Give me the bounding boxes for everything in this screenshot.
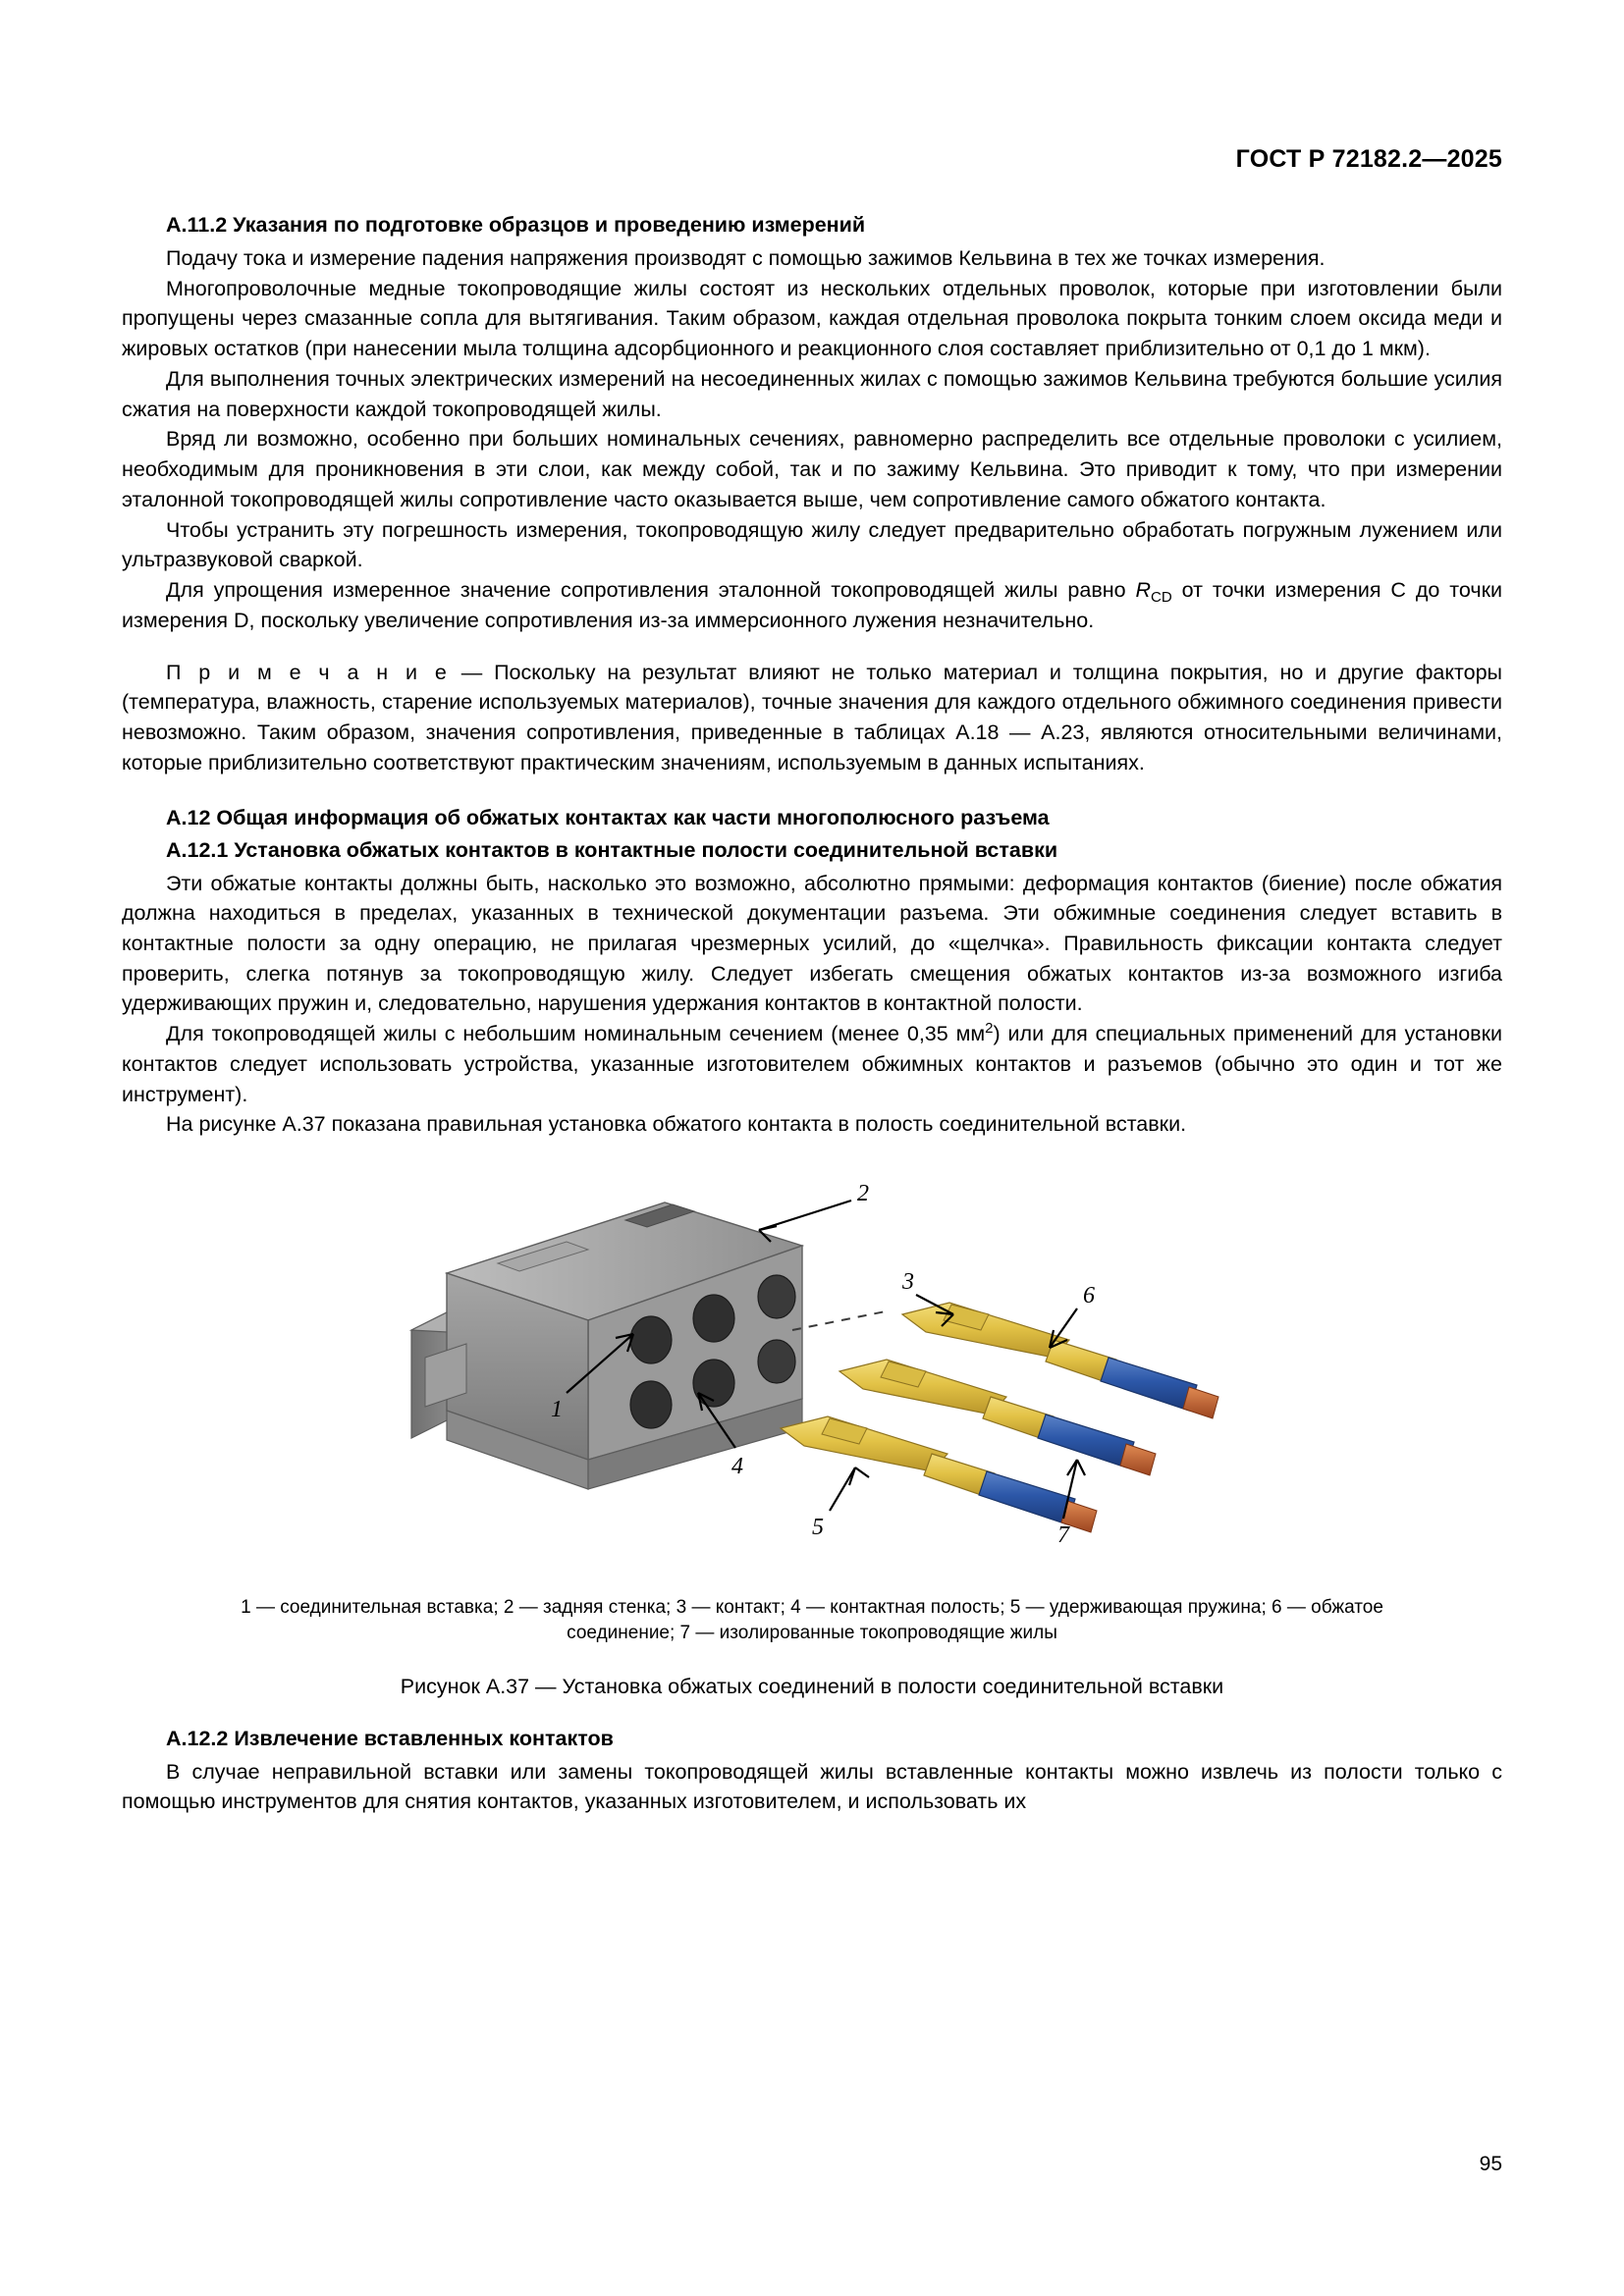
- callout-2: 2: [857, 1181, 869, 1207]
- paragraph-a1122-1: В случае неправильной вставки или замены токопроводящей жилы вставленные контакты можно извлечь из полости только с помощью инструментов для снятия контактов, указанных изготовителем, и использовать их: [122, 1759, 1502, 1814]
- connector-housing: [411, 1202, 802, 1489]
- callout-1: 1: [551, 1397, 563, 1423]
- note-label: П р и м е ч а н и е: [166, 660, 450, 684]
- figure-a37-image: [122, 1165, 1502, 1577]
- paragraph-a1120-2: Многопроволочные медные токопроводящие жилы состоят из нескольких отдельных проволок, которые при изготовлении были пропущены через смазанные сопла для вытягивания. Таким образом, каждая отдельная проволока покрыта тонким слоем оксида меди и жировых остатков (при нанесении мыла толщина адсорбционного и реакционного слоя составляет приблизительно от 0,1 до 1 мкм).: [122, 276, 1502, 361]
- paragraph-a1120-5: Чтобы устранить эту погрешность измерения, токопроводящую жилу следует предварительно обработать погружным лужением или ультразвуковой сваркой.: [122, 517, 1502, 572]
- note-block: [122, 658, 1502, 778]
- paragraph-a1121-2: [122, 1019, 1502, 1109]
- heading-a-11-2: А.11.2 Указания по подготовке образцов и проведению измерений: [166, 213, 866, 237]
- paragraph-a1121-1: Эти обжатые контакты должны быть, насколько это возможно, абсолютно прямыми: деформация контактов (биение) после обжатия должна находиться в пределах, указанных в технической документации разъема. Эти обжимные соединения следует вставить в контактные полости за одну операцию, не прилагая чрезмерных усилий, до «щелчка». Правильность фиксации контакта следует проверить, слегка потянув за токопроводящую жилу. Следует избегать смещения обжатых контактов из-за возможного изгиба удерживающих пружин и, следовательно, нарушения удержания контактов в контактной полости.: [122, 871, 1502, 1016]
- paragraph-a1120-6: [122, 575, 1502, 635]
- paragraph-a1120-6-part1: Для упрощения измеренное значение сопротивления эталонной токопроводящей жилы равно: [166, 578, 1136, 603]
- heading-a-12: А.12 Общая информация об обжатых контактах как части многополюсного разъема: [166, 805, 1050, 829]
- heading-a-12-1: А.12.1 Установка обжатых контактов в контактные полости соединительной вставки: [166, 837, 1058, 862]
- paragraph-a1120-1: Подачу тока и измерение падения напряжения производят с помощью зажимов Кельвина в тех же точках измерения.: [166, 246, 1326, 271]
- paragraph-a1120-6-part2: от точки измерения С до точки измерения D, поскольку увеличение сопротивления из-за иммерсионного лужения незначительно.: [122, 578, 1502, 632]
- note-text: — Поскольку на результат влияют не только материал и толщина покрытия, но и другие факторы (температура, влажность, старение используемых материалов), точные значения для каждого отдельного обжимного соединения привести невозможно. Таким образом, значения сопротивления, приведенные в таблицах А.18 — А.23, являются относительными величинами, которые приблизительно соответствуют практическим значениям, используемым в данных испытаниях.: [122, 660, 1502, 774]
- callout-4: 4: [731, 1454, 743, 1480]
- insertion-path-dashed: [792, 1310, 891, 1330]
- figure-a37: [122, 1165, 1502, 1698]
- page-number: 95: [1479, 2153, 1502, 2175]
- figure-legend-line-1: 1 — соединительная вставка; 2 — задняя стенка; 3 — контакт; 4 — контактная полость; 5 — удерживающая пружина; 6 — обжатое: [241, 1597, 1383, 1619]
- paragraph-a1121-2-part2: ) или для специальных применений для установки контактов следует использовать устройства, указанные изготовителем обжимных контактов и разъемов (обычно это один и тот же инструмент).: [122, 1022, 1502, 1106]
- figure-legend: [122, 1595, 1502, 1646]
- callout-5: 5: [812, 1515, 824, 1541]
- unit-exponent: 2: [985, 1020, 994, 1038]
- symbol-resistance-subscript: CD: [1151, 589, 1172, 607]
- connector-illustration: [203, 1165, 1421, 1577]
- page-header-standard: ГОСТ Р 72182.2—2025: [1235, 145, 1502, 173]
- callout-3: 3: [902, 1269, 914, 1296]
- callout-6: 6: [1083, 1283, 1095, 1309]
- page-content: [122, 211, 1502, 1817]
- paragraph-a1121-2-part1: Для токопроводящей жилы с небольшим номинальным сечением (менее 0,35 мм: [166, 1022, 986, 1046]
- figure-title: Рисунок А.37 — Установка обжатых соединений в полости соединительной вставки: [400, 1674, 1224, 1698]
- callout-7: 7: [1057, 1522, 1069, 1549]
- symbol-resistance: R: [1135, 578, 1152, 603]
- figure-legend-line-2: соединение; 7 — изолированные токопроводящие жилы: [567, 1623, 1057, 1644]
- paragraph-a1121-3: На рисунке А.37 показана правильная установка обжатого контакта в полость соединительной вставки.: [166, 1112, 1187, 1137]
- paragraph-a1120-4: Вряд ли возможно, особенно при больших номинальных сечениях, равномерно распределить все отдельные проволоки с усилием, необходимым для проникновения в эти слои, как между собой, так и по зажиму Кельвина. Это приводит к тому, что при измерении эталонной токопроводящей жилы сопротивление часто оказывается выше, чем сопротивление самого обжатого контакта.: [122, 427, 1502, 511]
- paragraph-a1120-3: Для выполнения точных электрических измерений на несоединенных жилах с помощью зажимов Кельвина требуются большие усилия сжатия на поверхности каждой токопроводящей жилы.: [122, 366, 1502, 421]
- heading-a-12-2: А.12.2 Извлечение вставленных контактов: [166, 1726, 614, 1750]
